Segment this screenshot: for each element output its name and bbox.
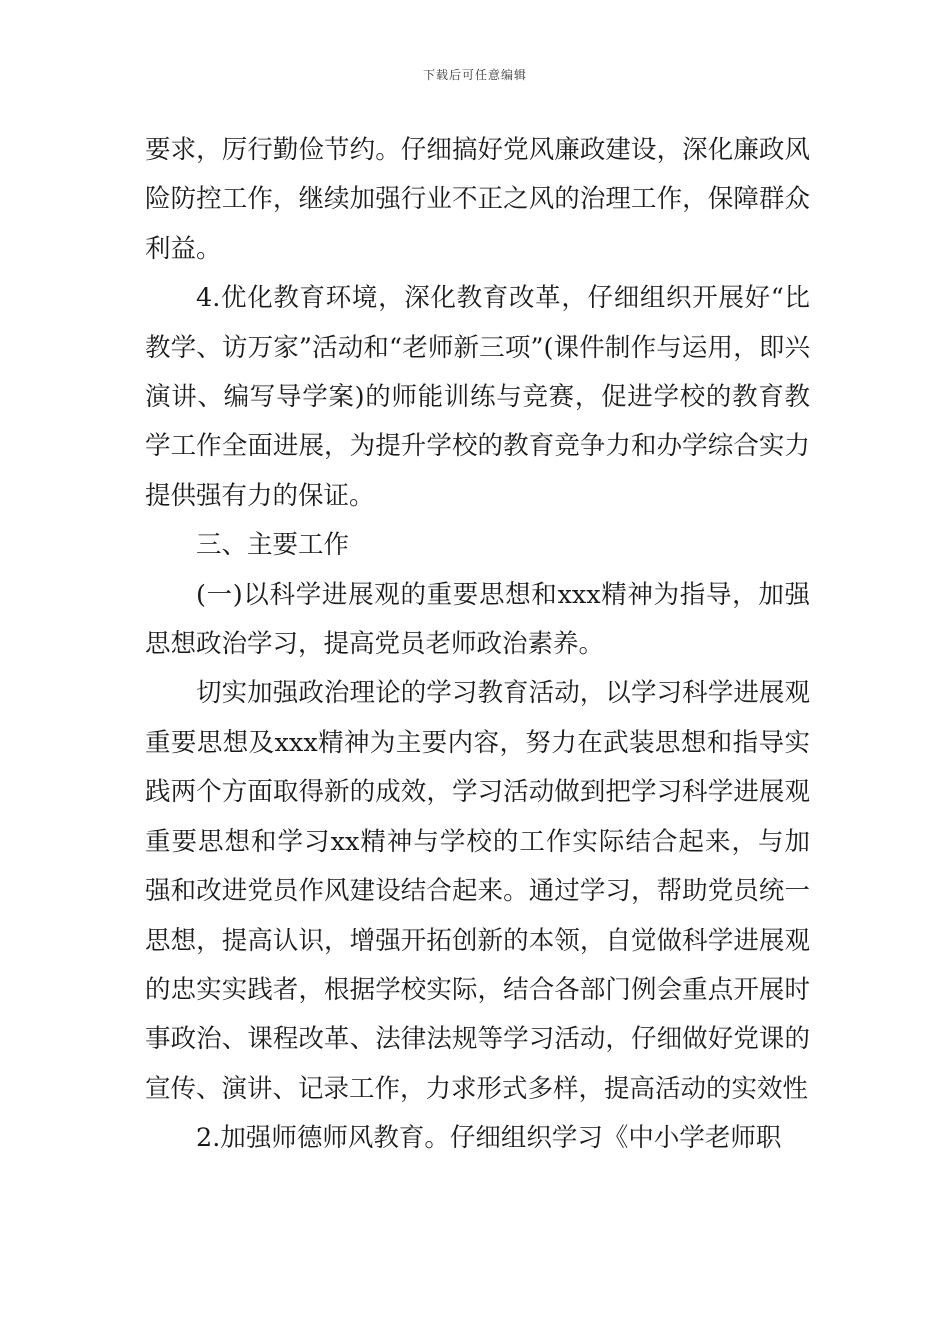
- paragraph-5: 2.加强师德师风教育。仔细组织学习《中小学老师职: [196, 1123, 782, 1154]
- page-header: 下载后可任意编辑: [422, 68, 527, 82]
- document-body: [145, 126, 810, 1164]
- section-heading: 三、主要工作: [196, 530, 350, 561]
- paragraph-1: 要求，厉行勤俭节约。仔细搞好党风廉政建设，深化廉政风险防控工作，继续加强行业不正之风的治理工作，保障群众利益。: [145, 135, 810, 264]
- paragraph-2: 4.优化教育环境，深化教育改革，仔细组织开展好“比教学、访万家”活动和“老师新三项”(课件制作与运用，即兴演讲、编写导学案)的师能训练与竞赛，促进学校的教育教学工作全面进展，为提升学校的教育竞争力和办学综合实力提供强有力的保证。: [145, 283, 810, 511]
- paragraph-4: 切实加强政治理论的学习教育活动，以学习科学进展观重要思想及xxx精神为主要内容，努力在武装思想和指导实践两个方面取得新的成效，学习活动做到把学习科学进展观重要思想和学习xx精神与学校的工作实际结合起来，与加强和改进党员作风建设结合起来。通过学习，帮助党员统一思想，提高认识，增强开拓创新的本领，自觉做科学进展观的忠实实践者，根据学校实际，结合各部门例会重点开展时事政治、课程改革、法律法规等学习活动，仔细做好党课的宣传、演讲、记录工作，力求形式多样，提高活动的实效性: [145, 678, 810, 1104]
- paragraph-3: (一)以科学进展观的重要思想和xxx精神为指导，加强思想政治学习，提高党员老师政治素养。: [145, 579, 810, 660]
